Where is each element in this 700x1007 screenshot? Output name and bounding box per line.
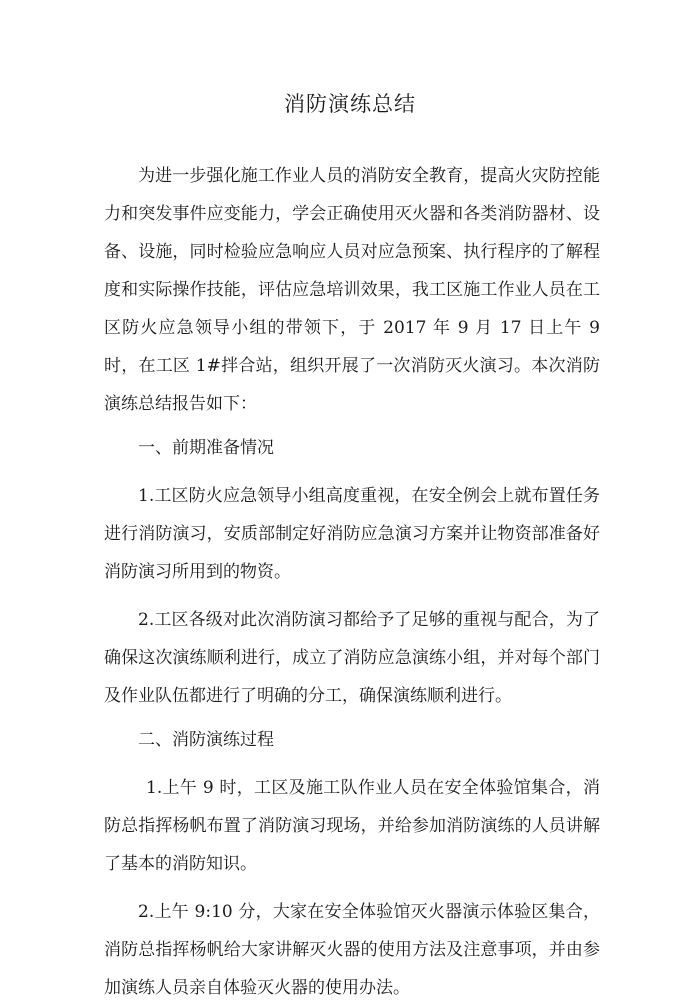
section-2-heading: 二、消防演练过程 xyxy=(138,730,274,750)
section-1-heading: 一、前期准备情况 xyxy=(138,438,274,458)
document-body xyxy=(104,157,600,1007)
section-2-item-1: 1.上午 9 时，工区及施工队作业人员在安全体验馆集合，消防总指挥杨帆布置了消防演习现场，并给参加消防演练的人员讲解了基本的消防知识。 xyxy=(104,778,600,874)
intro-paragraph: 为进一步强化施工作业人员的消防安全教育，提高火灾防控能力和突发事件应变能力，学会正确使用灭火器和各类消防器材、设备、设施，同时检验应急响应人员对应急预案、执行程序的了解程度和实际操作技能，评估应急培训效果，我工区施工作业人员在工区防火应急领导小组的带领下，于 2017 年 9 月 17 日上午 9 时，在工区 1#拌合站，组织开展了一次消防灭火演习。本次消防演练总结报告如下： xyxy=(104,166,600,414)
section-1-item-1: 1.工区防火应急领导小组高度重视，在安全例会上就布置任务进行消防演习，安质部制定好消防应急演习方案并让物资部准备好消防演习所用到的物资。 xyxy=(104,486,600,582)
document-title: 消防演练总结 xyxy=(284,92,416,116)
section-2-item-2: 2.上午 9:10 分，大家在安全体验馆灭火器演示体验区集合，消防总指挥杨帆给大家讲解灭火器的使用方法及注意事项，并由参加演练人员亲自体验灭火器的使用办法。 xyxy=(104,902,600,998)
section-1-item-2: 2.工区各级对此次消防演习都给予了足够的重视与配合，为了确保这次演练顺利进行，成立了消防应急演练小组，并对每个部门及作业队伍都进行了明确的分工，确保演练顺利进行。 xyxy=(104,610,600,706)
